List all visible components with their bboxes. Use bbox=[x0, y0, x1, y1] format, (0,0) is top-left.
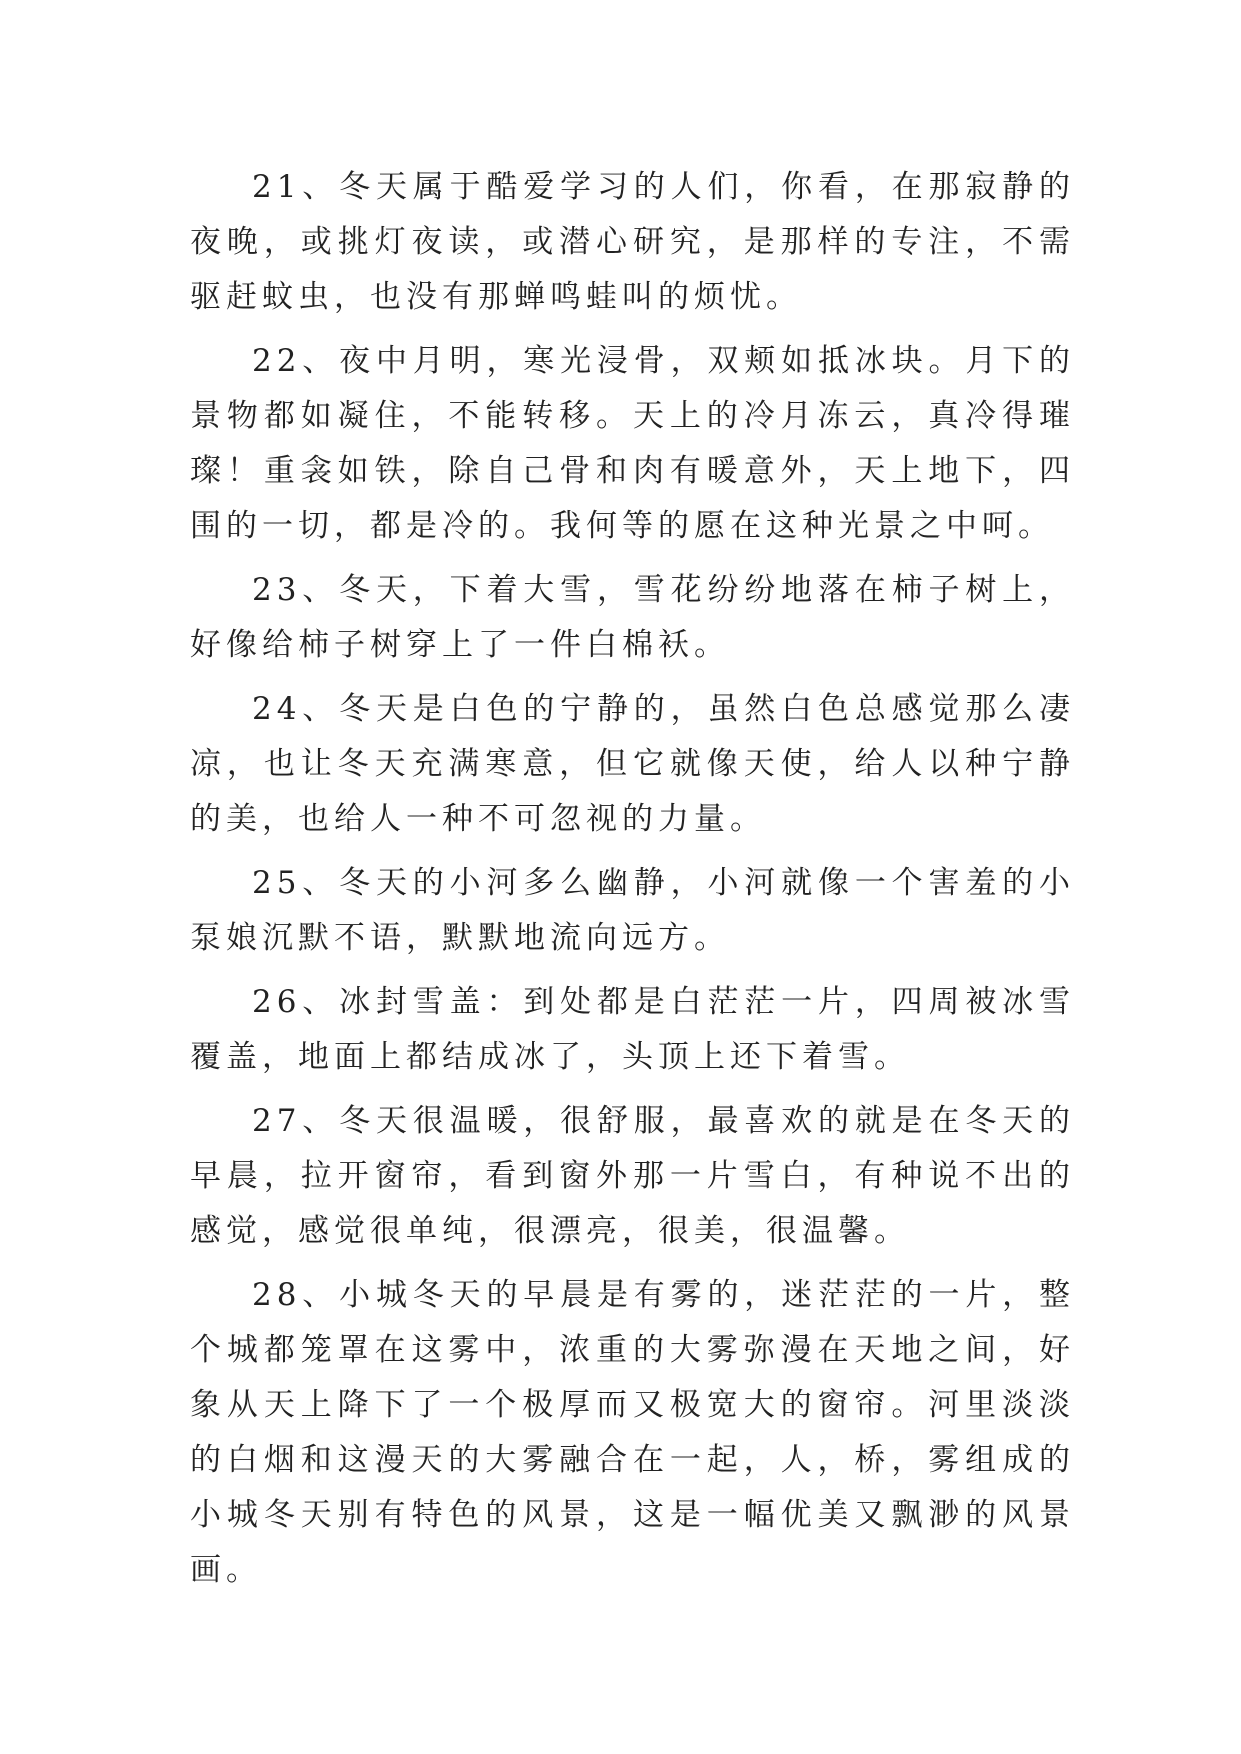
paragraph-27: 27、冬天很温暖，很舒服，最喜欢的就是在冬天的早晨，拉开窗帘，看到窗外那一片雪白，有种说不出的感觉，感觉很单纯，很漂亮，很美，很温馨。 bbox=[190, 1103, 1075, 1249]
paragraph-26: 26、冰封雪盖：到处都是白茫茫一片，四周被冰雪覆盖，地面上都结成冰了，头顶上还下着雪。 bbox=[190, 984, 1075, 1075]
paragraph-25: 25、冬天的小河多么幽静，小河就像一个害羞的小泵娘沉默不语，默默地流向远方。 bbox=[190, 865, 1075, 956]
paragraph-24: 24、冬天是白色的宁静的，虽然白色总感觉那么凄凉，也让冬天充满寒意，但它就像天使，给人以种宁静的美，也给人一种不可忽视的力量。 bbox=[190, 691, 1075, 837]
paragraph-28: 28、小城冬天的早晨是有雾的，迷茫茫的一片，整个城都笼罩在这雾中，浓重的大雾弥漫在天地之间，好象从天上降下了一个极厚而又极宽大的窗帘。河里淡淡的白烟和这漫天的大雾融合在一起，人，桥，雾组成的小城冬天别有特色的风景，这是一幅优美又飘渺的风景画。 bbox=[190, 1277, 1075, 1588]
paragraph-22: 22、夜中月明，寒光浸骨，双颊如抵冰块。月下的景物都如凝住，不能转移。天上的冷月冻云，真冷得璀璨！重衾如铁，除自己骨和肉有暖意外，天上地下，四围的一切，都是冷的。我何等的愿在这种光景之中呵。 bbox=[190, 343, 1075, 544]
paragraph-23: 23、冬天，下着大雪，雪花纷纷地落在柿子树上，好像给柿子树穿上了一件白棉袄。 bbox=[190, 572, 1075, 663]
paragraph-21: 21、冬天属于酷爱学习的人们，你看，在那寂静的夜晚，或挑灯夜读，或潜心研究，是那样的专注，不需驱赶蚊虫，也没有那蝉鸣蛙叫的烦忧。 bbox=[190, 169, 1075, 315]
document-body bbox=[190, 160, 1075, 1607]
